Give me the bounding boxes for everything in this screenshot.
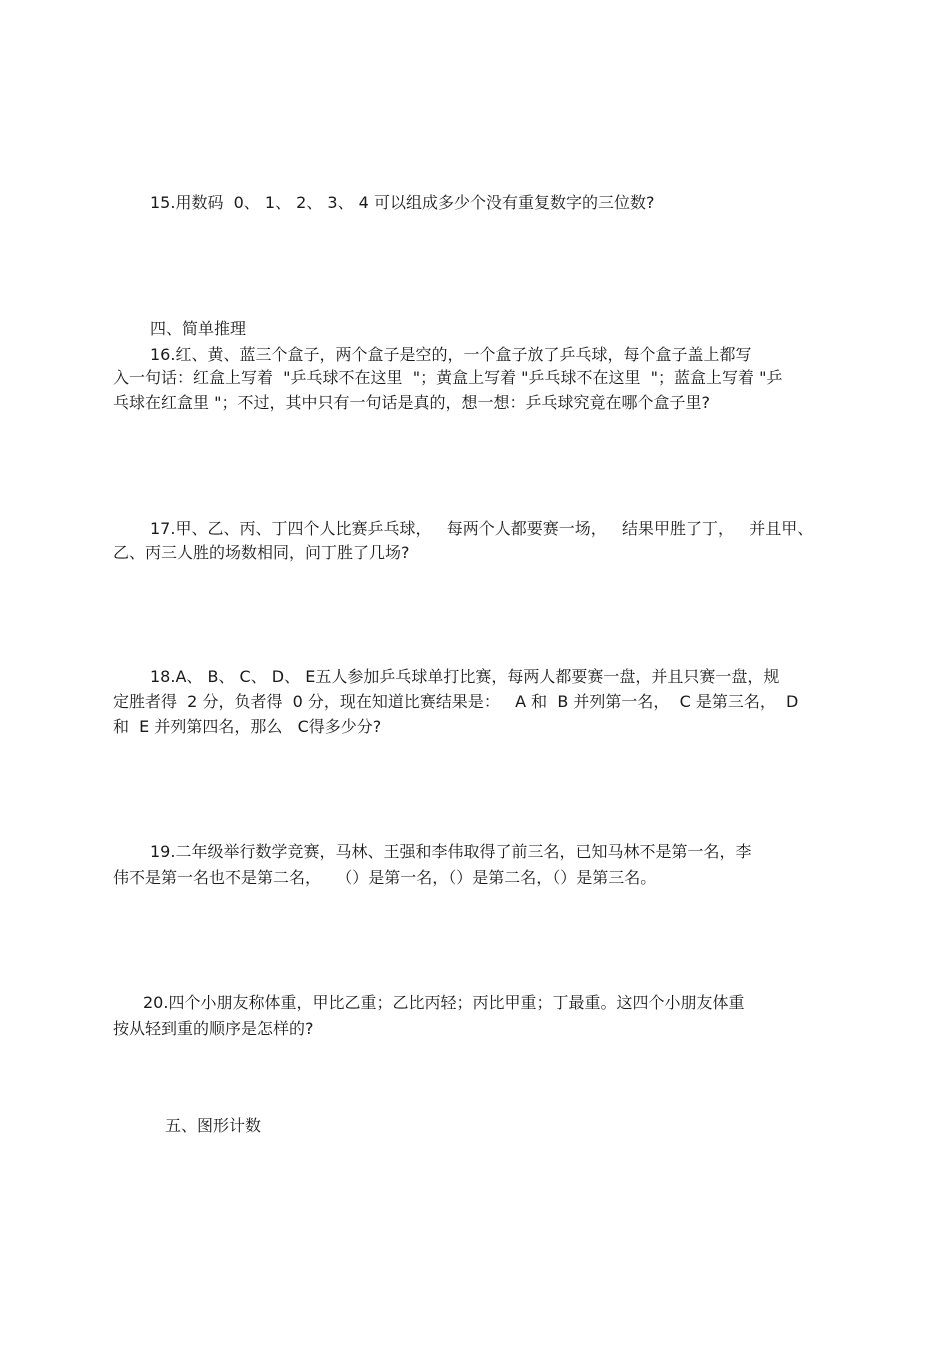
question-16-line-2: 入一句话：红盒上写着 "乒乓球不在这里 "；黄盒上写着 "乒乓球不在这里 "；蓝盒上写着 "乒 <box>113 368 783 387</box>
question-16-line-1: 16.红、黄、蓝三个盒子，两个盒子是空的，一个盒子放了乒乓球，每个盒子盖上都写 <box>150 345 752 364</box>
question-16-line-3: 乓球在红盒里 "；不过，其中只有一句话是真的，想一想：乒乓球究竟在哪个盒子里? <box>113 393 710 412</box>
question-20-line-1: 20.四个小朋友称体重，甲比乙重；乙比丙轻；丙比甲重；丁最重。这四个小朋友体重 <box>143 993 745 1012</box>
question-18-line-2: 定胜者得 2 分，负者得 0 分，现在知道比赛结果是： A 和 B 并列第一名， C 是第三名， D <box>113 692 799 711</box>
question-19-line-2: 伟不是第一名也不是第二名， （）是第一名，（）是第二名，（）是第三名。 <box>113 868 657 887</box>
question-17-line-2: 乙、丙三人胜的场数相同，问丁胜了几场? <box>113 543 410 562</box>
question-15-line-1: 15.用数码 0、 1、 2、 3、 4 可以组成多少个没有重复数字的三位数? <box>150 193 655 212</box>
section-4-heading: 四、简单推理 <box>150 319 247 338</box>
section-5-heading: 五、图形计数 <box>165 1116 262 1135</box>
question-17-line-1: 17.甲、乙、丙、丁四个人比赛乒乓球， 每两个人都要赛一场， 结果甲胜了丁， 并且甲、 <box>150 519 814 538</box>
question-18-line-3: 和 E 并列第四名，那么 C得多少分? <box>113 717 382 736</box>
question-19-line-1: 19.二年级举行数学竞赛，马林、王强和李伟取得了前三名，已知马林不是第一名，李 <box>150 842 752 861</box>
question-18-line-1: 18.A、 B、 C、 D、 E五人参加乒乓球单打比赛，每两人都要赛一盘，并且只赛一盘，规 <box>150 667 780 686</box>
question-20-line-2: 按从轻到重的顺序是怎样的? <box>113 1019 314 1038</box>
